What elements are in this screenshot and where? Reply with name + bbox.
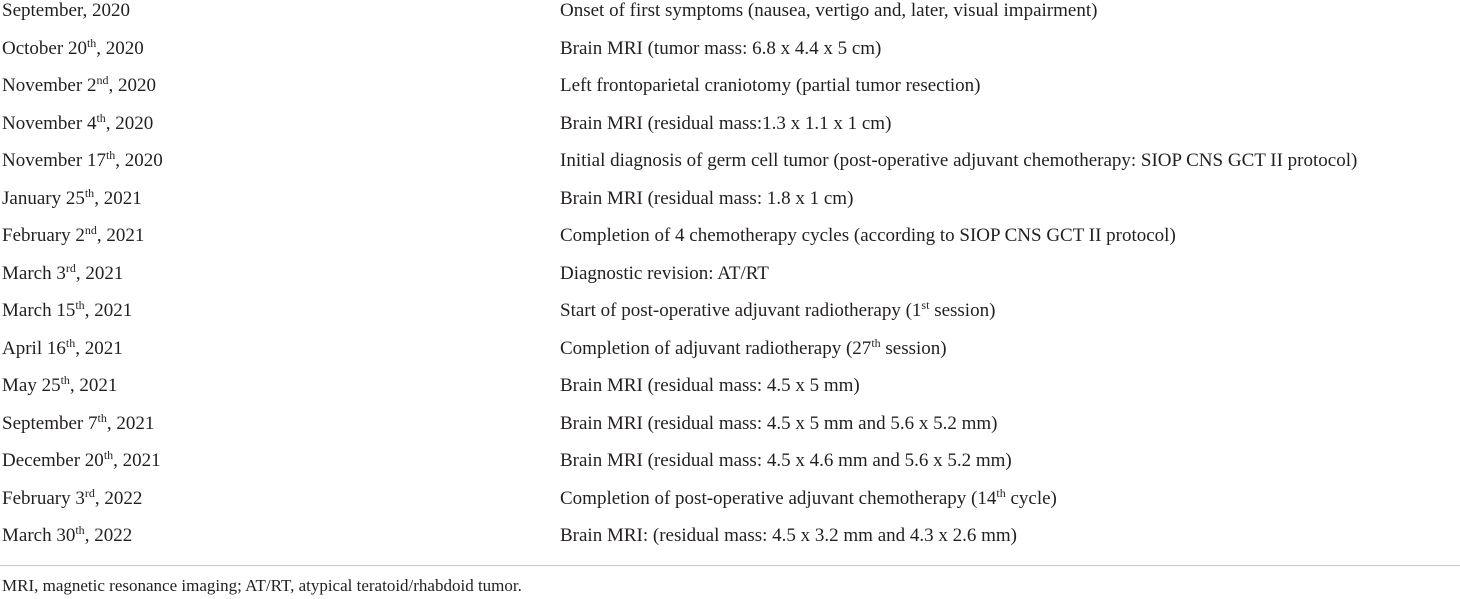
table-row — [2, 185, 1460, 226]
event-cell: Left frontoparietal craniotomy (partial tumor resection) — [560, 75, 981, 96]
date-cell: December 20th, 2021 — [2, 448, 161, 471]
event-cell: Brain MRI: (residual mass: 4.5 x 3.2 mm and 4.3 x 2.6 mm) — [560, 525, 1018, 546]
event-cell: Initial diagnosis of germ cell tumor (post-operative adjuvant chemotherapy: SIOP CNS GCT II protocol) — [560, 150, 1358, 171]
table-row — [2, 485, 1460, 526]
table-row — [2, 375, 1460, 413]
date-cell: November 4th, 2020 — [2, 110, 154, 134]
date-cell: September 7th, 2021 — [2, 410, 155, 434]
table-row — [2, 450, 1460, 488]
event-cell: Completion of 4 chemotherapy cycles (according to SIOP CNS GCT II protocol) — [560, 225, 1176, 246]
table-row — [2, 150, 1460, 188]
date-cell: February 3rd, 2022 — [2, 485, 143, 509]
table-footnote: MRI, magnetic resonance imaging; AT/RT, atypical teratoid/rhabdoid tumor. — [2, 576, 522, 595]
date-cell: April 16th, 2021 — [2, 335, 123, 359]
table-row — [2, 0, 1460, 38]
date-cell: November 2nd, 2020 — [2, 73, 156, 96]
event-cell: Brain MRI (residual mass: 1.8 x 1 cm) — [560, 187, 854, 209]
footnote-divider — [0, 565, 1460, 566]
date-cell: March 15th, 2021 — [2, 298, 133, 321]
date-cell: November 17th, 2020 — [2, 148, 163, 171]
event-cell: Brain MRI (residual mass:1.3 x 1.1 x 1 cm) — [560, 112, 892, 134]
event-cell: Completion of post-operative adjuvant chemotherapy (14th cycle) — [560, 485, 1057, 509]
table-row — [2, 260, 1460, 301]
table-row — [2, 225, 1460, 263]
table-row — [2, 300, 1460, 338]
date-cell: March 30th, 2022 — [2, 523, 133, 546]
table-row — [2, 35, 1460, 76]
event-cell: Completion of adjuvant radiotherapy (27th session) — [560, 335, 947, 359]
date-cell: January 25th, 2021 — [2, 185, 142, 209]
event-cell: Brain MRI (residual mass: 4.5 x 4.6 mm and 5.6 x 5.2 mm) — [560, 450, 1012, 471]
date-cell: May 25th, 2021 — [2, 373, 118, 396]
table-row — [2, 110, 1460, 151]
table-row — [2, 335, 1460, 376]
event-cell: Brain MRI (tumor mass: 6.8 x 4.4 x 5 cm) — [560, 37, 882, 59]
event-cell: Brain MRI (residual mass: 4.5 x 5 mm and 5.6 x 5.2 mm) — [560, 412, 998, 434]
table-row — [2, 525, 1460, 563]
event-cell: Start of post-operative adjuvant radiotherapy (1st session) — [560, 298, 996, 321]
date-cell: March 3rd, 2021 — [2, 260, 124, 284]
table-row — [2, 410, 1460, 451]
date-cell: September, 2020 — [2, 0, 130, 21]
event-cell: Diagnostic revision: AT/RT — [560, 262, 769, 284]
date-cell: February 2nd, 2021 — [2, 223, 145, 246]
event-cell: Brain MRI (residual mass: 4.5 x 5 mm) — [560, 375, 860, 396]
timeline-table — [2, 0, 1460, 563]
event-cell: Onset of first symptoms (nausea, vertigo and, later, visual impairment) — [560, 0, 1098, 21]
table-row — [2, 75, 1460, 113]
date-cell: October 20th, 2020 — [2, 35, 144, 59]
